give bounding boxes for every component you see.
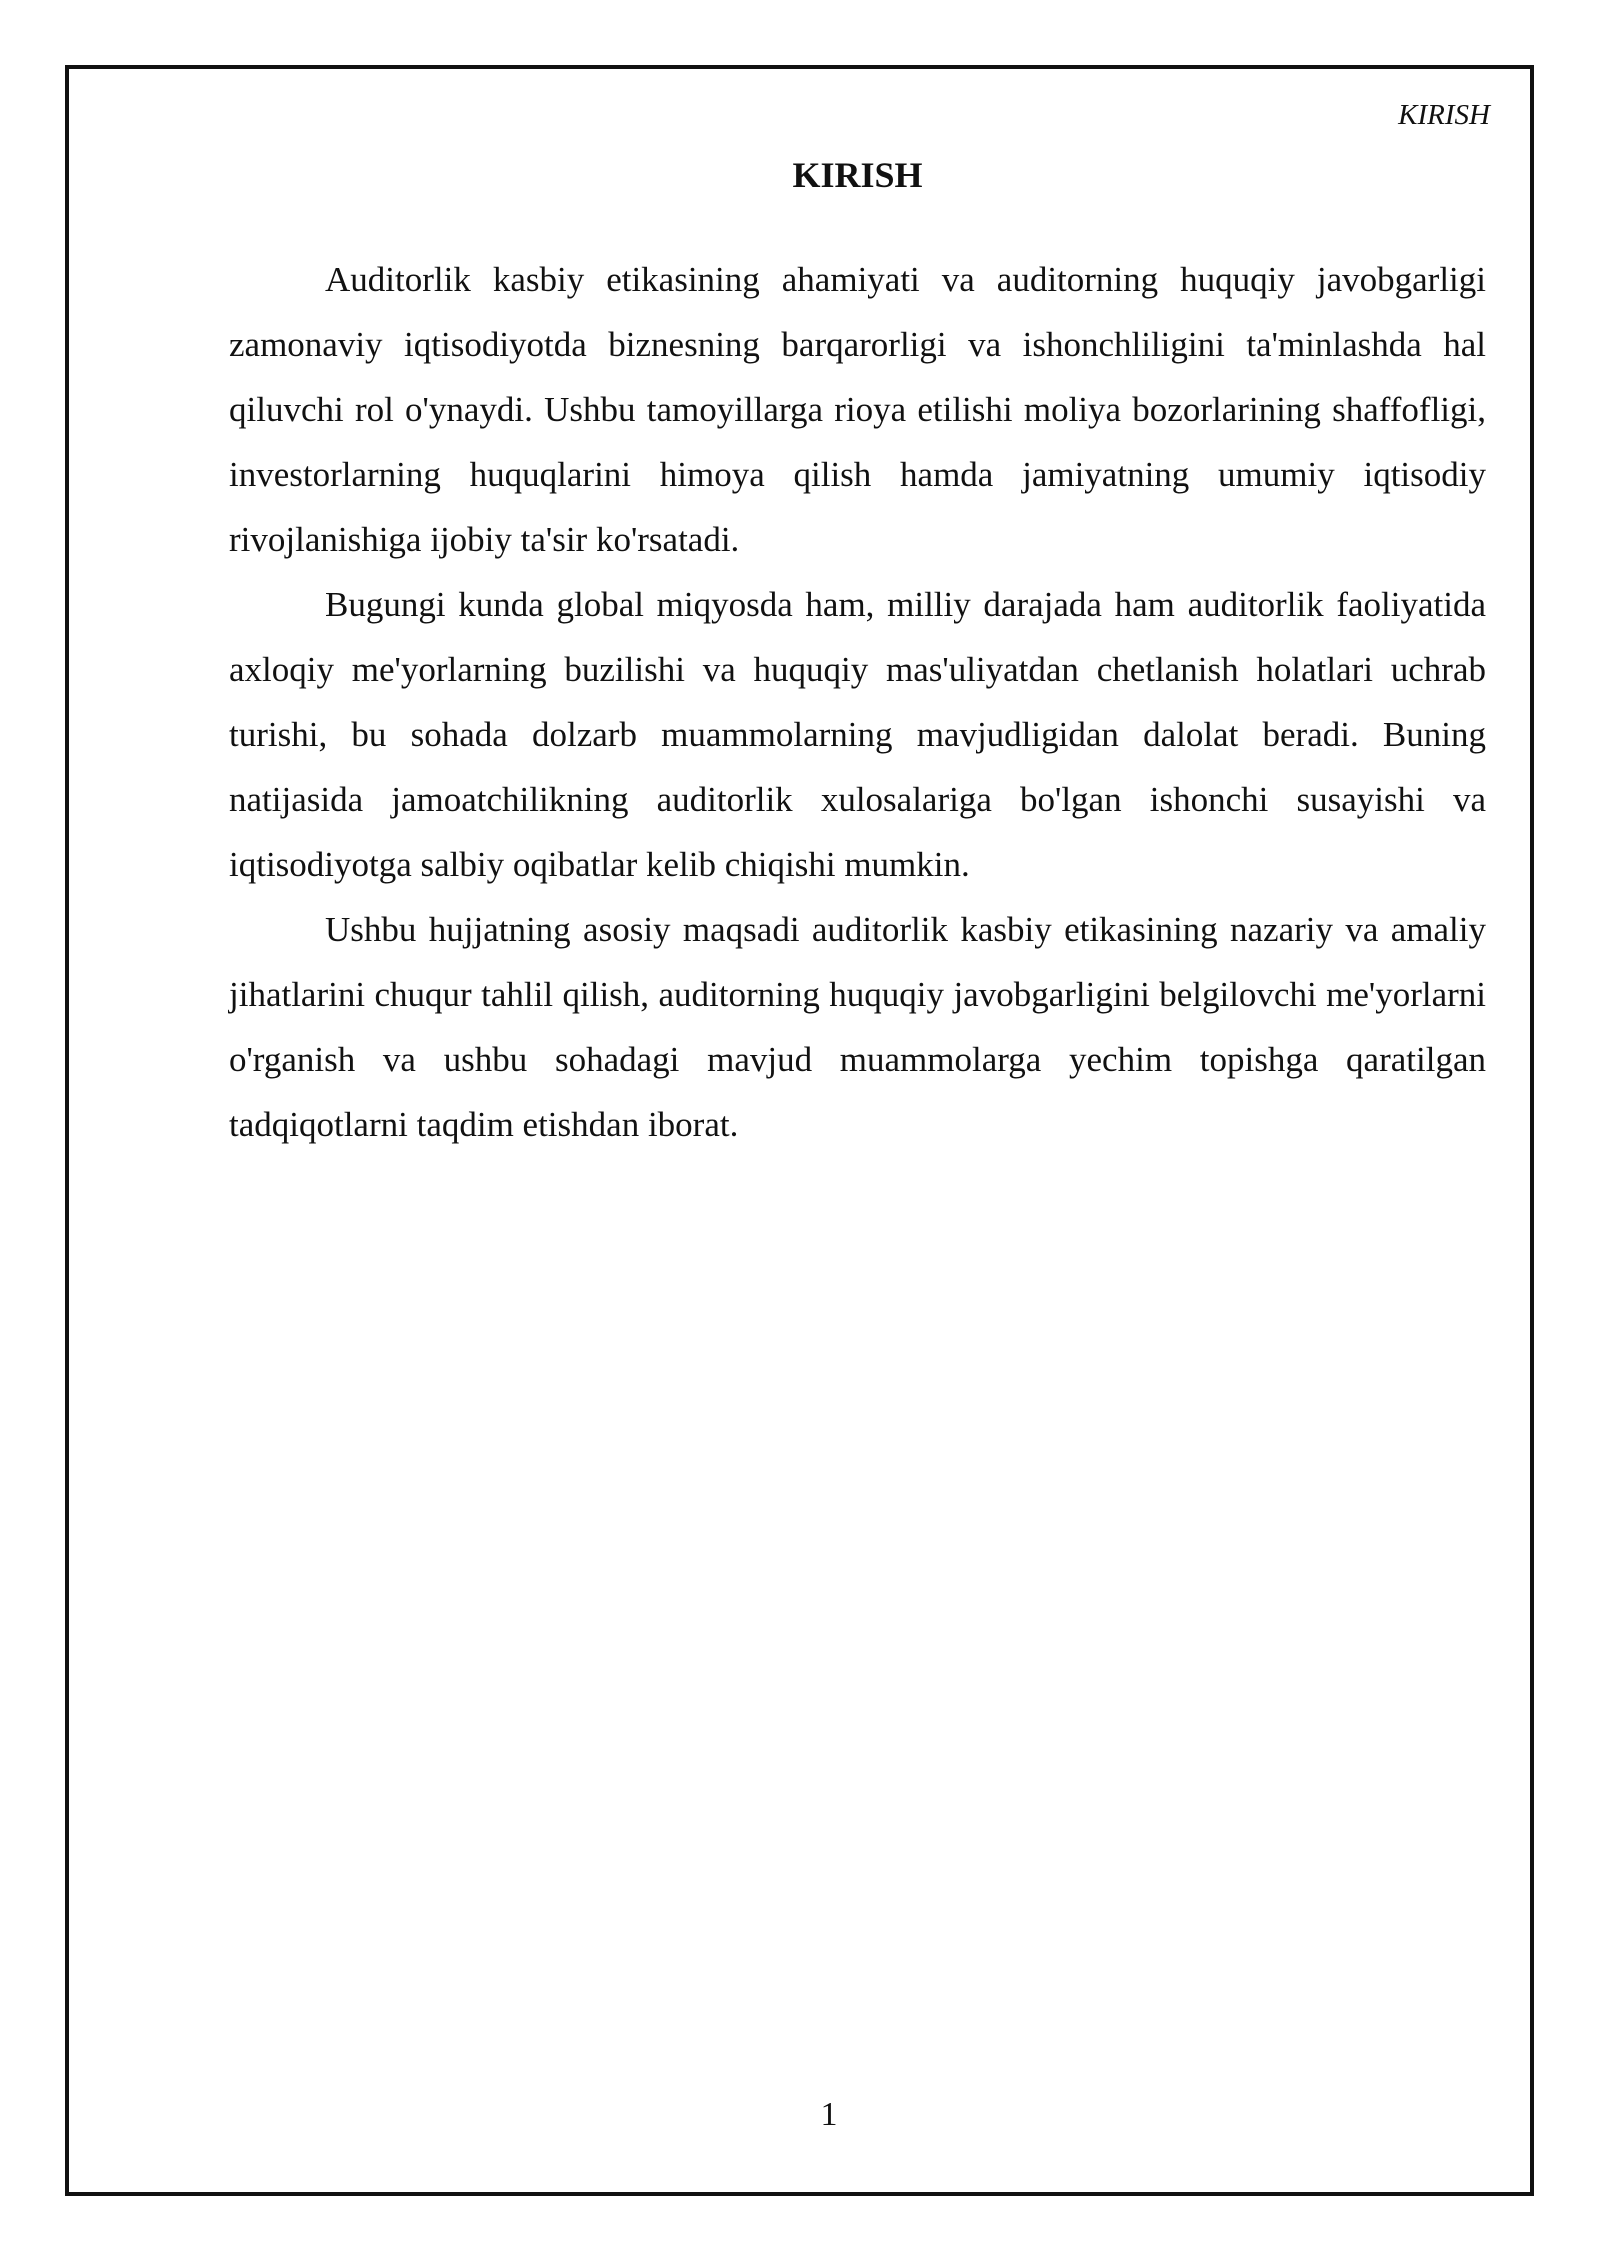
paragraph-1: Auditorlik kasbiy etikasining ahamiyati va auditorning huquqiy javobgarligi zamonaviy iqtisodiyotda biznesning barqarorligi va ishonchliligini ta'minlashda hal qiluvchi rol o'ynaydi. Ushbu tamoyillarga rioya etilishi moliya bozorlarining shaffofligi, investorlarning huquqlarini himoya qilish hamda jamiyatning umumiy iqtisodiy rivojlanishiga ijobiy ta'sir ko'rsatadi.	[229, 260, 1486, 559]
running-header: KIRISH	[1398, 99, 1490, 131]
paragraph-3: Ushbu hujjatning asosiy maqsadi auditorlik kasbiy etikasining nazariy va amaliy jihatlarini chuqur tahlil qilish, auditorning huquqiy javobgarligini belgilovchi me'yorlarni o'rganish va ushbu sohadagi mavjud muammolarga yechim topishga qaratilgan tadqiqotlarni taqdim etishdan iborat.	[229, 910, 1486, 1144]
body-text	[229, 247, 1486, 1157]
paragraph-2: Bugungi kunda global miqyosda ham, milliy darajada ham auditorlik faoliyatida axloqiy me'yorlarning buzilishi va huquqiy mas'uliyatdan chetlanish holatlari uchrab turishi, bu sohada dolzarb muammolarning mavjudligidan dalolat beradi. Buning natijasida jamoatchilikning auditorlik xulosalariga bo'lgan ishonchi susayishi va iqtisodiyotga salbiy oqibatlar kelib chiqishi mumkin.	[229, 585, 1486, 884]
page-number: 1	[820, 2096, 838, 2133]
page-title: KIRISH	[792, 155, 923, 195]
